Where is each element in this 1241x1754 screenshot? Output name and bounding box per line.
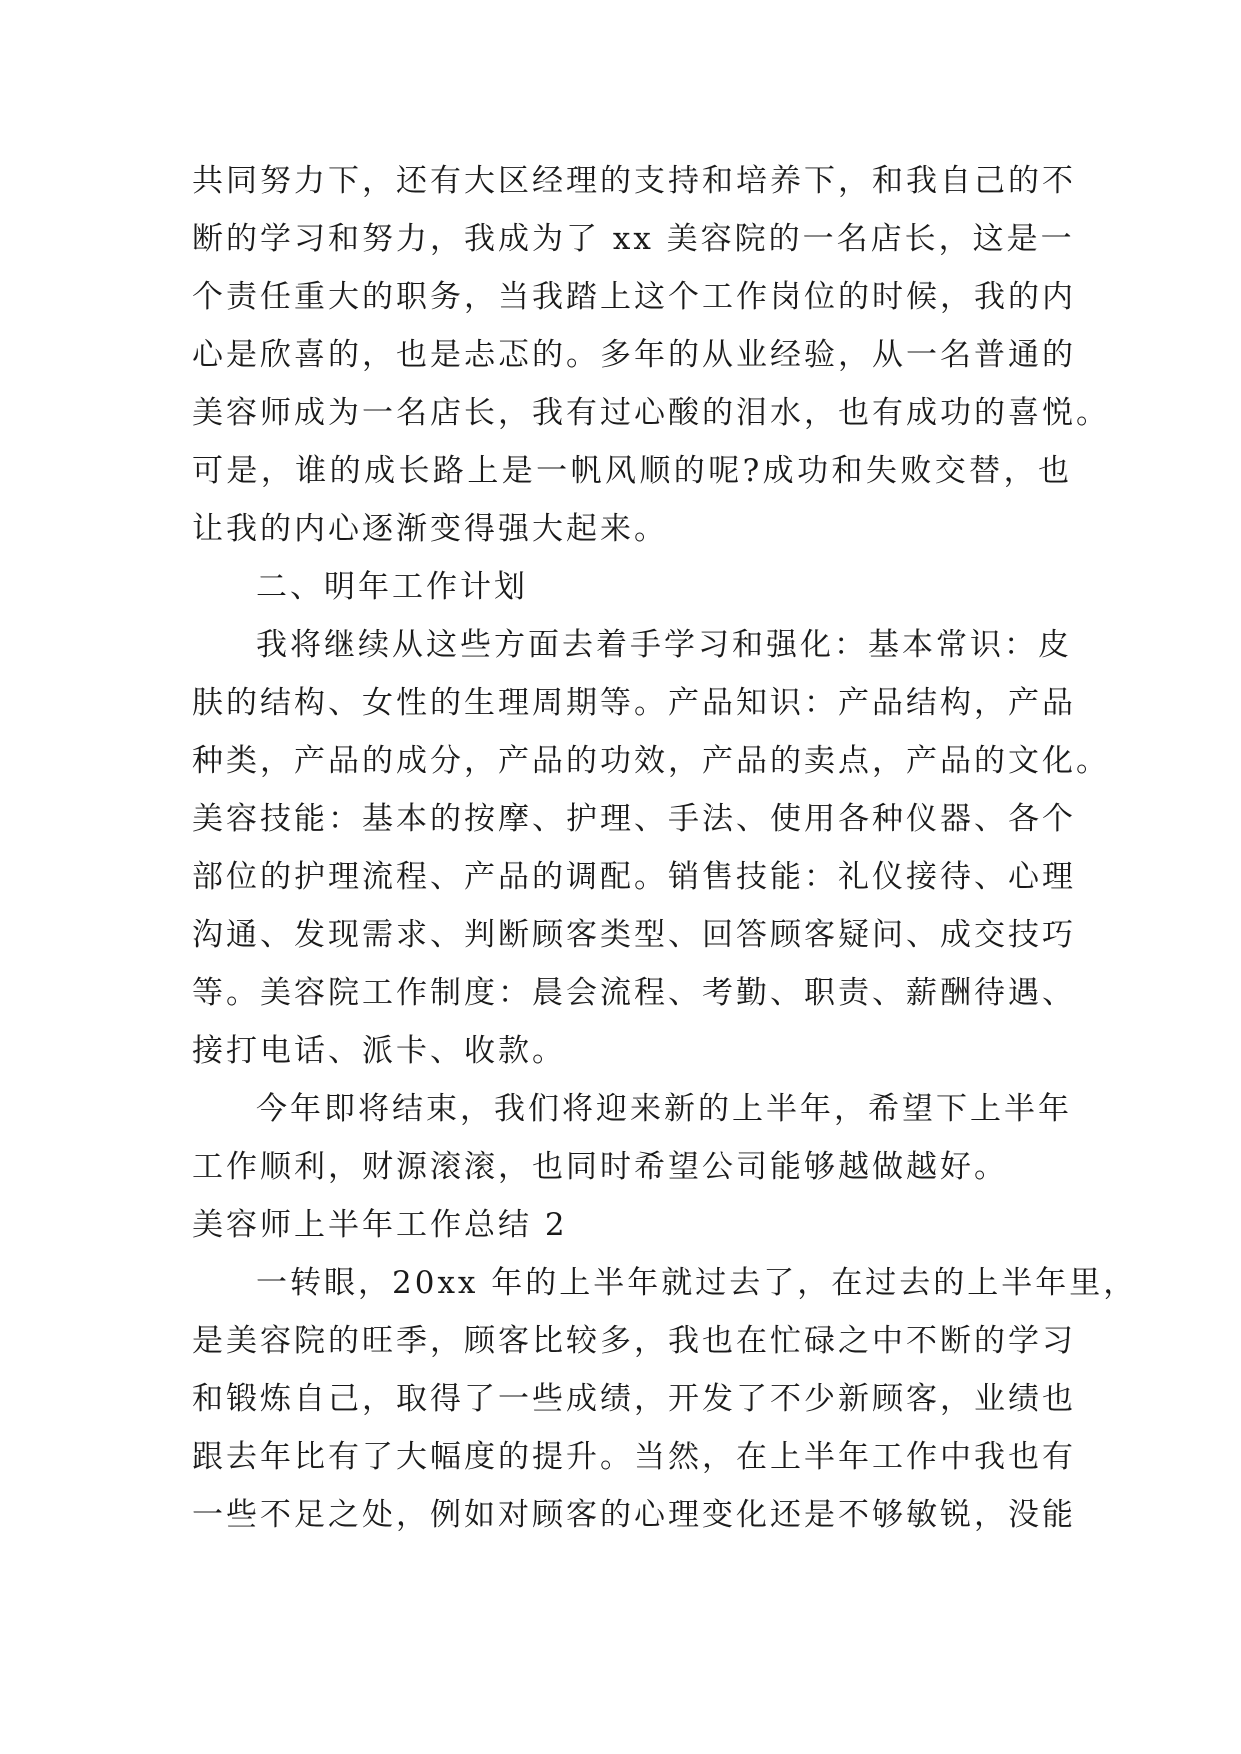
text-line: 心是欣喜的，也是忐忑的。多年的从业经验，从一名普通的 (192, 337, 1076, 373)
text-line: 等。美容院工作制度：晨会流程、考勤、职责、薪酬待遇、 (192, 975, 1076, 1011)
text-line: 共同努力下，还有大区经理的支持和培养下，和我自己的不 (192, 163, 1076, 199)
text-line: 让我的内心逐渐变得强大起来。 (192, 511, 668, 547)
text-line: 美容技能：基本的按摩、护理、手法、使用各种仪器、各个 (192, 801, 1076, 837)
text-line: 美容师成为一名店长，我有过心酸的泪水，也有成功的喜悦。 (192, 395, 1110, 431)
section-heading: 二、明年工作计划 (256, 569, 528, 605)
text-line: 断的学习和努力，我成为了 xx 美容院的一名店长，这是一 (192, 221, 1075, 257)
text-line: 是美容院的旺季，顾客比较多，我也在忙碌之中不断的学习 (192, 1323, 1076, 1359)
text-line: 接打电话、派卡、收款。 (192, 1033, 566, 1069)
text-line: 跟去年比有了大幅度的提升。当然，在上半年工作中我也有 (192, 1439, 1076, 1475)
text-line: 工作顺利，财源滚滚，也同时希望公司能够越做越好。 (192, 1149, 1008, 1185)
text-line: 可是，谁的成长路上是一帆风顺的呢?成功和失败交替，也 (192, 453, 1072, 489)
text-line: 部位的护理流程、产品的调配。销售技能：礼仪接待、心理 (192, 859, 1076, 895)
text-line: 种类，产品的成分，产品的功效，产品的卖点，产品的文化。 (192, 743, 1110, 779)
text-line: 我将继续从这些方面去着手学习和强化：基本常识：皮 (256, 627, 1072, 663)
text-line: 今年即将结束，我们将迎来新的上半年，希望下上半年 (256, 1091, 1072, 1127)
article-title: 美容师上半年工作总结 2 (192, 1207, 568, 1243)
text-line: 肤的结构、女性的生理周期等。产品知识：产品结构，产品 (192, 685, 1076, 721)
text-line: 沟通、发现需求、判断顾客类型、回答顾客疑问、成交技巧 (192, 917, 1076, 953)
text-line: 一转眼，20xx 年的上半年就过去了，在过去的上半年里， (256, 1265, 1138, 1301)
text-line: 和锻炼自己，取得了一些成绩，开发了不少新顾客，业绩也 (192, 1381, 1076, 1417)
text-line: 一些不足之处，例如对顾客的心理变化还是不够敏锐，没能 (192, 1497, 1076, 1533)
document-body (192, 152, 1138, 1544)
text-line: 个责任重大的职务，当我踏上这个工作岗位的时候，我的内 (192, 279, 1076, 315)
